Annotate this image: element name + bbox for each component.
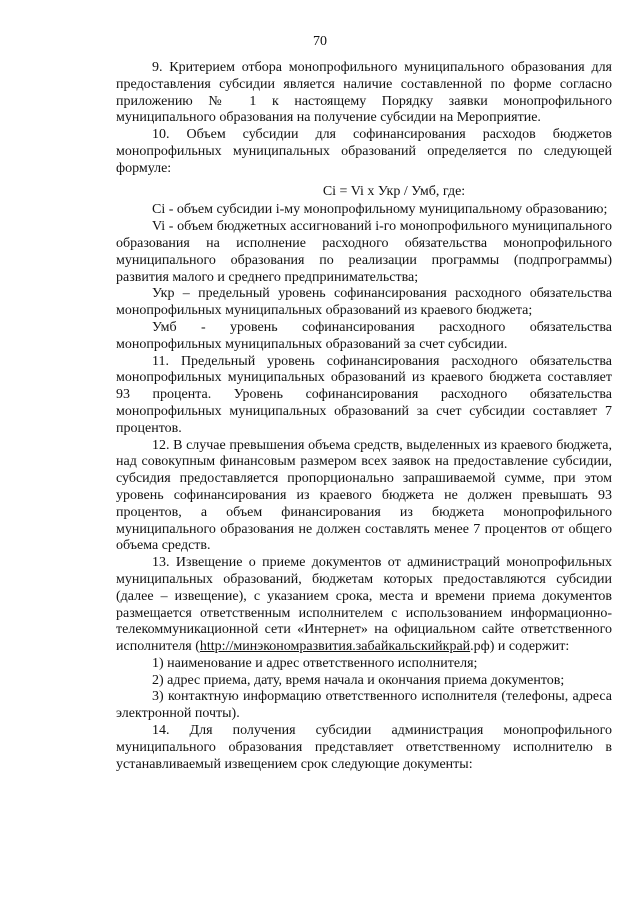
paragraph-10: 10. Объем субсидии для софинансирования расходов бюджетов монопрофильных муниципальных образований определяется по следующей формуле:: [116, 127, 612, 176]
paragraph-12: 12. В случае превышения объема средств, выделенных из краевого бюджета, над совокупным финансовым размером всех заявок на предоставление субсидии, субсидия предоставляется пропорционально запрашиваемой сумме, при этом уровень софинансирования из краевого бюджета не должен превышать 93 процентов, а объем финансирования из бюджета монопрофильного муниципального образования не должен составлять менее 7 процентов от общего объема средств.: [116, 437, 612, 554]
list-item-2: 2) адрес приема, дату, время начала и окончания приема документов;: [152, 672, 565, 688]
definition-ukr: Укр – предельный уровень софинансирования расходного обязательства монопрофильных муниципальных образований из краевого бюджета;: [116, 286, 612, 319]
definition-ci: Ci - объем субсидии i-му монопрофильному муниципальному образованию;: [152, 202, 608, 218]
list-item-1: 1) наименование и адрес ответственного исполнителя;: [152, 655, 478, 671]
paragraph-13-text: 13. Извещение о приеме документов от администраций монопрофильных муниципальных образований, бюджетам которых предоставляются субсидии (далее – извещение), с указанием срока, места и времени приема документов размещается ответственным исполнителем с использованием информационно-телекоммуникационной сети «Интернет» на официальном сайте ответственного исполнителя (: [116, 555, 612, 655]
subsidy-formula: Ci = Vi x Укр / Умб, где:: [322, 183, 466, 199]
definition-umb: Умб - уровень софинансирования расходного обязательства монопрофильных муниципальных образований за счет субсидии.: [116, 319, 612, 352]
paragraph-13: [116, 555, 612, 656]
paragraph-9: 9. Критерием отбора монопрофильного муниципального образования для предоставления субсидии является наличие составленной по форме согласно приложению № 1 к настоящему Порядку заявки монопрофильного муниципального образования на получение субсидии на Мероприятие.: [116, 60, 612, 126]
paragraph-14: 14. Для получения субсидии администрация монопрофильного муниципального образования представляет ответственному исполнителю в устанавливаемый извещением срок следующие документы:: [116, 723, 612, 772]
paragraph-11: 11. Предельный уровень софинансирования расходного обязательства монопрофильных муниципальных образований из краевого бюджета составляет 93 процента. Уровень софинансирования расходного обязательства монопрофильных муниципальных образований за счет субсидии составляет 7 процентов.: [116, 353, 612, 436]
definition-vi: Vi - объем бюджетных ассигнований i-го монопрофильного муниципального образования на исполнение расходного обязательства монопрофильного муниципального образования по реализации программы (подпрограммы) развития малого и среднего предпринимательства;: [116, 219, 612, 285]
list-item-3: 3) контактную информацию ответственного исполнителя (телефоны, адреса электронной почты).: [116, 689, 612, 722]
ministry-website-link[interactable]: http://минэкономразвития.забайкальскийкрай: [199, 639, 471, 655]
paragraph-13-tail: .рф) и содержит:: [470, 639, 570, 655]
page-number: 70: [313, 34, 327, 49]
document-body: [116, 60, 612, 773]
